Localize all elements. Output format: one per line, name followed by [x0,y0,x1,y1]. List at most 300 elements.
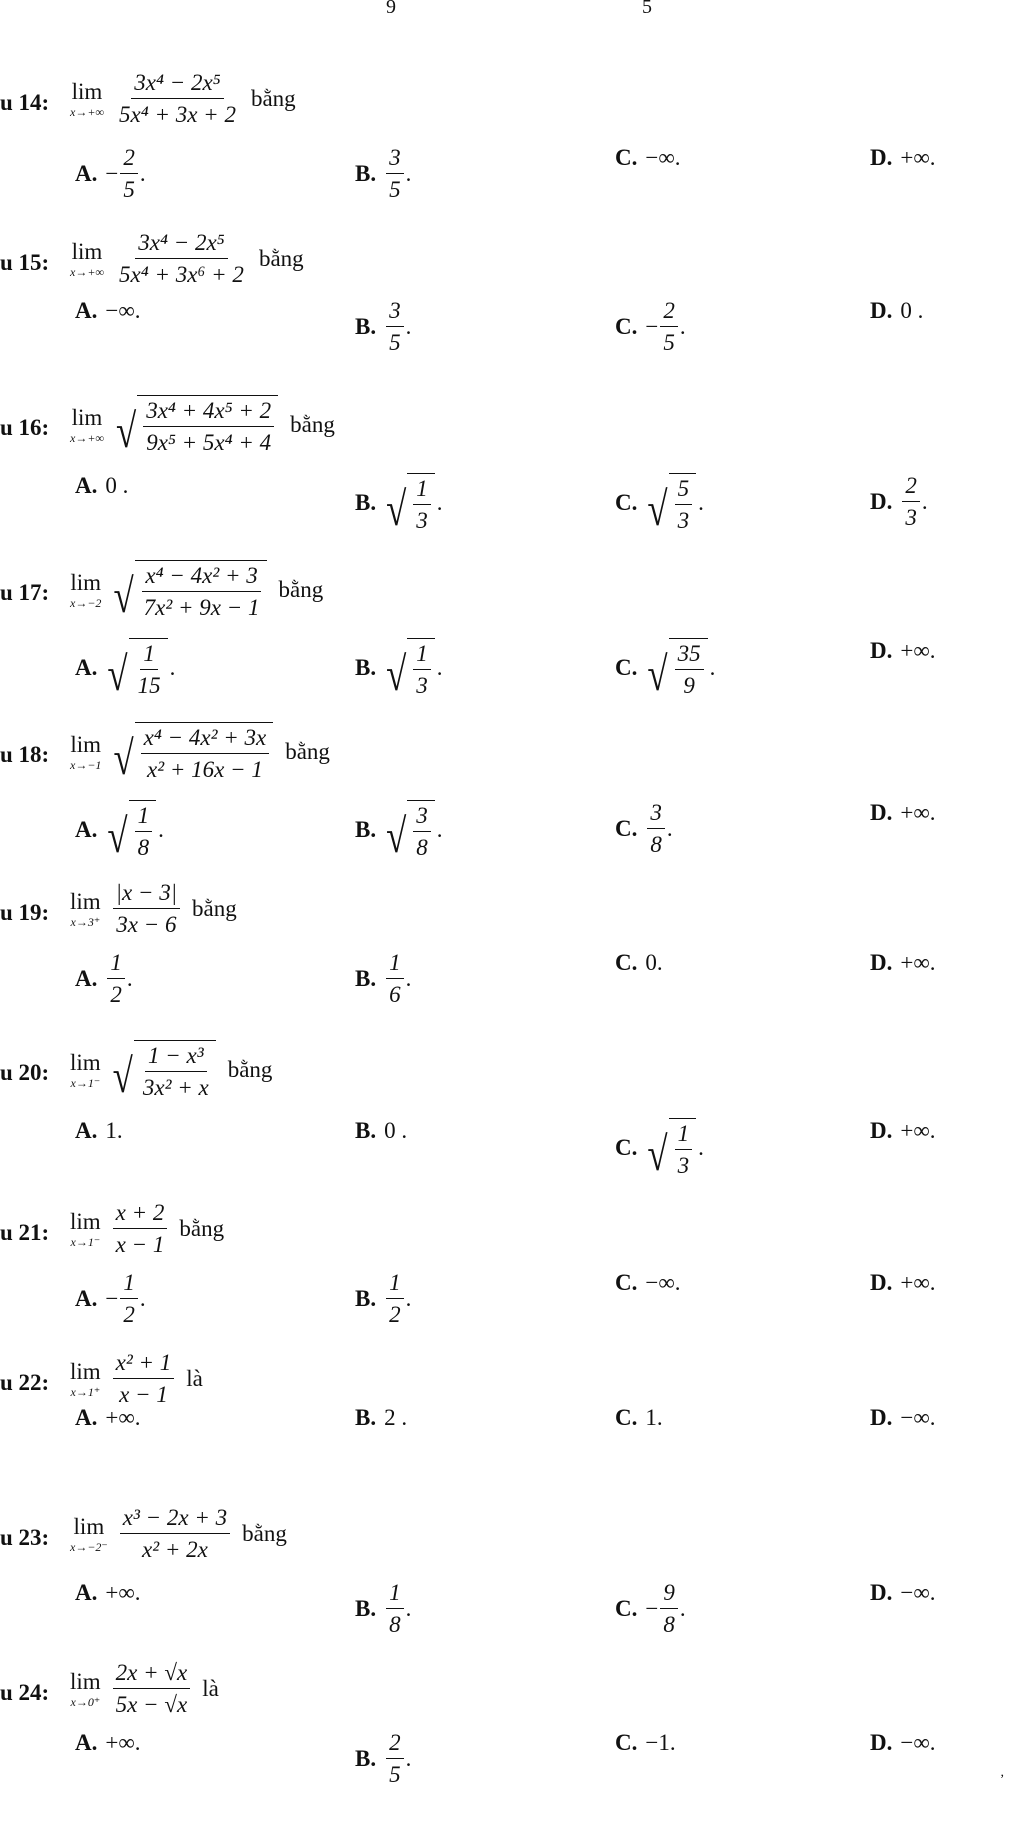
option-d[interactable] [870,1730,936,1756]
option-period: . [405,313,412,339]
stem-denominator: x − 1 [115,1232,165,1258]
stem-fraction [141,725,270,783]
option-b[interactable] [355,298,411,356]
stem-tail: bằng [227,1057,273,1083]
option-letter: A. [75,655,98,681]
option-a[interactable] [75,145,146,203]
option-period: . [405,965,412,991]
option-letter: C. [615,655,638,681]
option-period: . [405,1285,412,1311]
question-stem [70,230,304,288]
option-fraction [660,298,678,356]
stem-fraction [113,1350,175,1408]
option-fraction [386,1270,404,1328]
option-denominator: 2 [110,982,122,1008]
option-denominator: 15 [137,673,161,699]
option-value: +∞. [900,638,936,663]
stem-tail: bằng [290,412,335,438]
option-fraction [120,145,138,203]
question-label: u 14: [0,90,50,115]
option-d[interactable] [870,1118,936,1144]
limit-operator [70,80,104,118]
option-d[interactable] [870,800,936,826]
stem-numerator: 1 − x³ [145,1043,207,1072]
option-fraction [413,641,431,699]
stem-radicand [135,722,274,783]
option-a[interactable] [75,638,175,699]
option-radicand [669,473,697,534]
limit-subscript: x→−2⁻ [70,1539,108,1554]
stem-fraction [140,1043,212,1101]
option-b[interactable] [355,1405,407,1431]
option-period: . [405,1595,412,1621]
option-c[interactable] [615,1118,704,1179]
stem-tail: bằng [258,245,304,271]
option-fraction [413,476,431,534]
stem-fraction [143,398,274,456]
option-period: . [698,1135,704,1161]
option-numerator: 5 [675,476,693,505]
option-value: −∞. [645,1270,681,1295]
stem-denominator: 3x − 6 [116,912,177,938]
option-a[interactable] [75,800,164,861]
limit-subscript: x→1⁻ [70,1076,101,1091]
limit-subscript: x→0⁺ [70,1694,101,1709]
limit-subscript: x→1⁻ [70,1234,101,1249]
option-sqrt [647,1118,696,1179]
option-sqrt [386,638,435,699]
option-numerator: 1 [140,641,158,670]
option-value: +∞. [105,1405,141,1430]
stem-denominator: x² + 2x [142,1537,208,1563]
question-stem [70,395,335,456]
option-numerator: 9 [660,1580,678,1609]
option-value: 0 . [900,298,924,323]
option-letter: D. [870,298,893,323]
stem-denominator: 7x² + 9x − 1 [143,595,260,621]
option-denominator: 2 [123,1302,135,1328]
option-a[interactable] [75,1270,146,1328]
option-letter: B. [355,1285,377,1311]
option-value: 0 . [105,473,129,498]
question-stem [70,560,323,621]
option-numerator: 2 [386,1730,404,1759]
option-fraction [660,1580,678,1638]
stem-tail: bằng [192,895,237,921]
option-letter: C. [615,1730,638,1755]
option-value: −∞. [105,298,141,323]
option-period: . [698,490,704,516]
option-value: +∞. [900,1118,936,1143]
option-letter: A. [75,965,98,991]
stem-fraction [116,230,247,288]
stem-numerator: 3x⁴ + 4x⁵ + 2 [143,398,274,427]
option-value: −∞. [900,1405,936,1430]
option-radical-sign: √ [386,646,407,701]
top-fragment-2: 5 [642,0,652,18]
option-letter: D. [870,800,893,825]
question-stem [70,70,296,128]
option-value: +∞. [900,800,936,825]
limit-subscript: x→−2 [70,596,102,611]
question-stem [70,1350,203,1408]
option-numerator: 1 [675,1121,693,1150]
option-letter: D. [870,145,893,170]
question-stem [70,1660,219,1718]
option-d[interactable] [870,1405,936,1431]
option-letter: B. [355,490,377,516]
option-fraction [120,1270,138,1328]
option-d[interactable] [870,950,936,976]
option-period: . [436,490,443,516]
top-fragment-1: 9 [386,0,396,18]
option-d[interactable] [870,1270,936,1296]
option-letter: C. [615,490,638,516]
limit-operator [70,240,104,278]
stem-sqrt [113,722,273,783]
stem-denominator: 5x − √x [115,1692,188,1718]
option-letter: B. [355,1118,377,1143]
option-period: . [405,160,412,186]
option-letter: A. [75,1580,98,1605]
option-a[interactable] [75,1580,141,1606]
option-numerator: 1 [120,1270,138,1299]
option-radical-sign: √ [107,808,128,863]
option-period: . [158,817,164,843]
option-radicand [129,638,168,699]
stem-denominator: x − 1 [119,1382,168,1408]
option-letter: B. [355,1595,377,1621]
option-denominator: 8 [137,835,150,861]
limit-word: lim [71,405,103,431]
option-c[interactable] [615,473,704,534]
option-letter: B. [355,1745,377,1771]
option-b[interactable] [355,145,411,203]
stem-denominator: 5x⁴ + 3x + 2 [118,102,236,128]
option-numerator: 2 [902,473,920,502]
stem-radicand [134,1040,216,1101]
option-letter: A. [75,1118,98,1143]
stem-numerator: 2x + √x [113,1660,191,1689]
option-denominator: 2 [389,1302,401,1328]
option-letter: B. [355,965,377,991]
option-period: . [405,1745,412,1771]
stem-fraction [113,880,180,938]
option-period: . [679,313,686,339]
option-sign: − [645,1595,659,1621]
limit-subscript: x→1⁺ [70,1384,101,1399]
option-d[interactable] [870,145,936,171]
option-c[interactable] [615,1730,676,1756]
option-sqrt [386,800,435,861]
option-sqrt [386,473,435,534]
option-numerator: 3 [647,800,665,829]
option-denominator: 5 [389,177,401,203]
option-a[interactable] [75,950,133,1008]
option-radical-sign: √ [107,646,128,701]
option-period: . [666,815,673,841]
option-letter: D. [870,1118,893,1143]
question-stem [70,880,237,938]
stem-denominator: 3x² + x [142,1075,209,1101]
limit-operator [70,1051,101,1089]
option-fraction [675,1121,693,1179]
option-denominator: 5 [389,1762,401,1788]
limit-operator [70,733,101,771]
option-period: . [436,817,443,843]
option-value: 0. [645,950,663,975]
option-letter: B. [355,1405,377,1430]
limit-operator [70,571,101,609]
option-fraction [135,641,164,699]
limit-operator [70,406,104,444]
option-value: 1. [105,1118,123,1143]
option-radical-sign: √ [386,808,407,863]
stem-radical-sign: √ [112,1048,133,1103]
limit-operator [70,890,101,928]
option-value: −∞. [900,1730,936,1755]
option-numerator: 3 [386,298,404,327]
option-numerator: 1 [413,476,431,505]
option-letter: B. [355,160,377,186]
option-value: −1. [645,1730,676,1755]
limit-subscript: x→+∞ [70,104,104,119]
question-label: u 21: [0,1220,50,1245]
limit-word: lim [70,732,102,758]
stem-sqrt [116,395,278,456]
option-radicand [669,1118,697,1179]
stem-denominator: x² + 16x − 1 [146,757,263,783]
option-fraction [413,803,431,861]
option-b[interactable] [355,1580,411,1638]
option-letter: D. [870,1405,893,1430]
option-value: +∞. [900,1270,936,1295]
option-letter: A. [75,1730,98,1755]
question-label: u 22: [0,1370,50,1395]
option-fraction [386,1730,404,1788]
stem-tail: bằng [179,1215,225,1241]
option-denominator: 3 [416,673,428,699]
stem-numerator: x + 2 [113,1200,168,1229]
option-value: 2 . [384,1405,408,1430]
option-b[interactable] [355,800,443,861]
limit-word: lim [73,1513,105,1539]
option-letter: A. [75,160,98,186]
option-value: +∞. [900,145,936,170]
option-sqrt [647,638,707,699]
option-a[interactable] [75,298,141,324]
option-denominator: 3 [905,505,917,531]
option-radicand [407,800,435,861]
option-radical-sign: √ [647,1126,668,1181]
option-denominator: 3 [677,508,690,534]
option-letter: A. [75,473,98,498]
option-period: . [139,1285,146,1311]
stem-tail: bằng [285,739,330,765]
limit-operator [70,1360,101,1398]
option-value: 0 . [384,1118,408,1143]
stem-fraction [116,70,239,128]
option-letter: C. [615,313,638,339]
question-stem [70,1200,224,1258]
option-denominator: 9 [683,673,695,699]
option-letter: D. [870,1270,893,1295]
limit-operator [70,1210,101,1248]
question-stem [70,1040,272,1101]
question-stem [70,722,330,783]
option-fraction [675,476,693,534]
option-letter: A. [75,1285,98,1311]
option-d[interactable] [870,298,923,324]
option-letter: C. [615,1405,638,1430]
option-denominator: 5 [389,330,401,356]
limit-word: lim [70,1668,101,1694]
limit-subscript: x→+∞ [70,264,104,279]
stem-numerator: 3x⁴ − 2x⁵ [135,230,227,259]
option-b[interactable] [355,1730,411,1788]
option-value: +∞. [105,1580,141,1605]
option-c[interactable] [615,638,715,699]
option-radicand [669,638,708,699]
option-fraction [386,950,404,1008]
option-b[interactable] [355,1118,407,1144]
option-value: −∞. [900,1580,936,1605]
option-letter: C. [615,1270,638,1295]
option-numerator: 3 [413,803,431,832]
option-radicand [407,473,435,534]
option-a[interactable] [75,1118,123,1144]
stem-tail: là [186,1365,203,1391]
option-radical-sign: √ [647,481,668,536]
option-letter: C. [615,1135,638,1161]
option-letter: D. [870,950,893,975]
option-letter: C. [615,145,638,170]
option-letter: D. [870,1580,893,1605]
option-fraction [902,473,920,531]
option-sqrt [107,800,156,861]
stem-denominator: 9x⁵ + 5x⁴ + 4 [146,430,272,456]
option-denominator: 3 [677,1153,690,1179]
stem-tail: bằng [242,1520,287,1546]
option-denominator: 3 [416,508,428,534]
stray-mark: , [1000,1765,1004,1780]
option-d[interactable] [870,473,928,531]
option-d[interactable] [870,1580,936,1606]
option-numerator: 2 [660,298,678,327]
option-denominator: 8 [650,832,662,858]
option-letter: B. [355,655,377,681]
limit-word: lim [70,1358,101,1384]
option-c[interactable] [615,145,681,171]
option-numerator: 35 [675,641,704,670]
option-b[interactable] [355,1270,411,1328]
option-b[interactable] [355,950,411,1008]
option-c[interactable] [615,1270,681,1296]
option-denominator: 5 [663,330,675,356]
option-radical-sign: √ [386,481,407,536]
stem-radicand [137,395,278,456]
option-a[interactable] [75,1730,141,1756]
option-sign: − [645,313,659,339]
question-label: u 24: [0,1680,50,1705]
option-numerator: 1 [386,1580,404,1609]
option-period: . [679,1595,686,1621]
option-d[interactable] [870,638,936,664]
stem-radicand [135,560,267,621]
limit-operator [70,1515,108,1553]
option-letter: D. [870,488,893,514]
option-c[interactable] [615,1405,663,1431]
stem-numerator: x² + 1 [113,1350,175,1379]
option-sign: − [105,1285,119,1311]
option-letter: D. [870,638,893,663]
option-sqrt [107,638,167,699]
option-denominator: 8 [416,835,428,861]
option-numerator: 2 [120,145,138,174]
option-c[interactable] [615,800,673,858]
stem-radical-sign: √ [113,730,134,785]
option-fraction [675,641,704,699]
stem-tail: là [202,1675,219,1701]
option-letter: B. [355,313,377,339]
option-b[interactable] [355,638,443,699]
option-sign: − [105,160,119,186]
option-numerator: 1 [386,950,404,979]
limit-subscript: x→3⁺ [70,914,101,929]
limit-word: lim [71,238,103,264]
option-radical-sign: √ [647,646,668,701]
option-fraction [386,298,404,356]
option-letter: C. [615,815,638,841]
option-numerator: 1 [107,950,125,979]
limit-operator [70,1670,101,1708]
option-radicand [129,800,157,861]
question-label: u 23: [0,1525,50,1550]
option-letter: B. [355,817,377,843]
stem-numerator: 3x⁴ − 2x⁵ [131,70,223,99]
option-a[interactable] [75,473,128,499]
question-stem [70,1505,287,1563]
option-value: 1. [645,1405,663,1430]
option-period: . [709,655,716,681]
question-label: u 16: [0,415,50,440]
option-sqrt [647,473,696,534]
option-numerator: 1 [135,803,153,832]
option-letter: C. [615,1595,638,1621]
option-numerator: 3 [386,145,404,174]
option-letter: A. [75,1405,98,1430]
limit-word: lim [70,570,102,596]
question-label: u 19: [0,900,50,925]
option-c[interactable] [615,298,686,356]
option-numerator: 1 [386,1270,404,1299]
option-c[interactable] [615,950,663,976]
option-denominator: 8 [389,1612,401,1638]
option-b[interactable] [355,473,443,534]
stem-numerator: x⁴ − 4x² + 3 [142,563,260,592]
stem-numerator: |x − 3| [113,880,180,909]
limit-subscript: x→+∞ [70,431,104,446]
question-label: u 18: [0,742,50,767]
stem-numerator: x³ − 2x + 3 [120,1505,230,1534]
stem-sqrt [113,1040,216,1101]
question-label: u 17: [0,580,50,605]
option-c[interactable] [615,1580,686,1638]
option-value: +∞. [105,1730,141,1755]
option-a[interactable] [75,1405,141,1431]
stem-fraction [141,563,263,621]
stem-tail: bằng [278,577,324,603]
